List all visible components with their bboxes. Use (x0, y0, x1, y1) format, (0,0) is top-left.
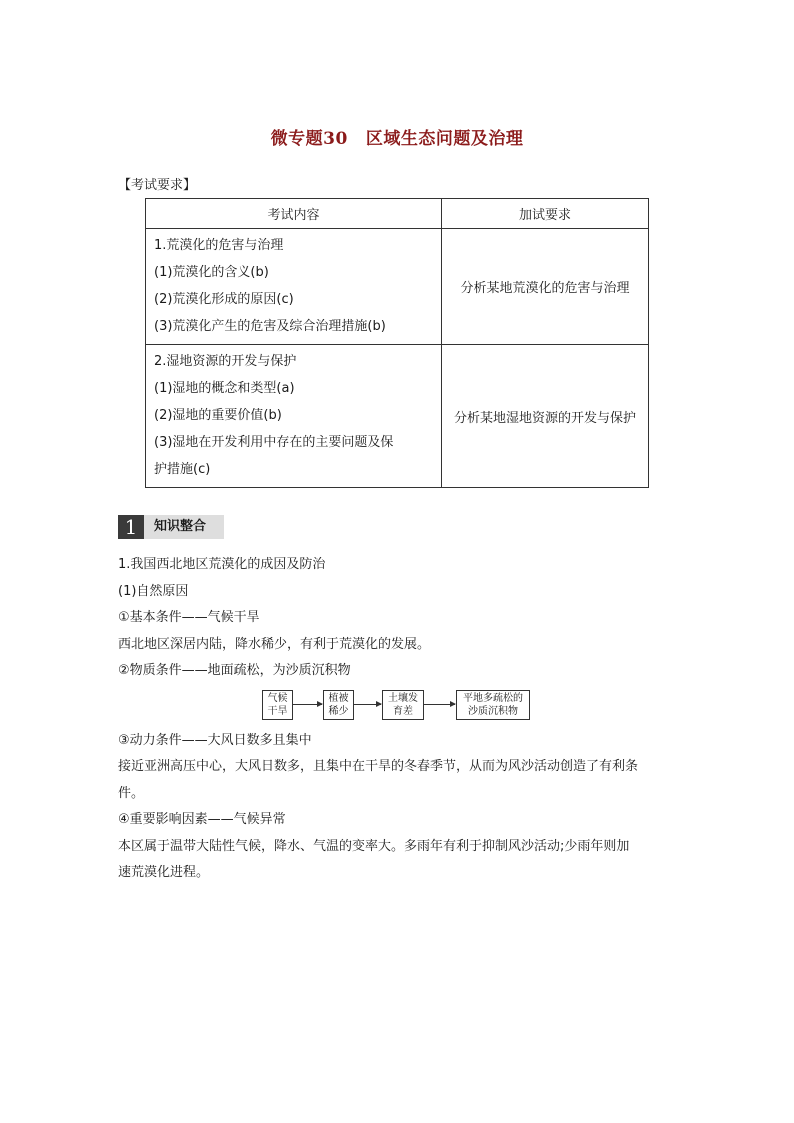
flow-box (382, 690, 424, 720)
table-row (146, 229, 649, 345)
point-title: ④重要影响因素——气候异常 (118, 812, 286, 827)
content-line: (3)荒漠化产生的危害及综合治理措施(b) (154, 319, 386, 334)
content-body (118, 552, 688, 887)
table-row (146, 345, 649, 488)
flow-box-line: 沙质沉积物 (468, 705, 518, 717)
table-cell-requirement: 分析某地湿地资源的开发与保护 (442, 345, 649, 488)
table-header-content: 考试内容 (146, 199, 442, 229)
paragraph: 速荒漠化进程。 (118, 865, 210, 880)
section-title: 知识整合 (144, 515, 224, 539)
table-header-extra: 加试要求 (442, 199, 649, 229)
section-number: 1 (118, 515, 144, 539)
content-line: 2.湿地资源的开发与保护 (154, 354, 297, 369)
paragraph: 件。 (118, 785, 145, 801)
flow-box-line: 平地多疏松的 (463, 692, 523, 704)
content-line: (1)湿地的概念和类型(a) (154, 381, 295, 396)
flow-box-line: 土壤发 (388, 692, 418, 704)
arrow-right-icon (292, 704, 322, 705)
flow-box (262, 690, 293, 720)
flow-diagram (118, 688, 688, 726)
content-line: 1.荒漠化的危害与治理 (154, 238, 284, 253)
requirements-table (145, 198, 649, 488)
page-title (0, 124, 794, 149)
exam-requirement-label: 【考试要求】 (118, 178, 197, 193)
content-line: (3)湿地在开发利用中存在的主要问题及保 (154, 435, 394, 450)
title-main: 区域生态问题及治理 (365, 129, 524, 149)
content-line: (1)荒漠化的含义(b) (154, 265, 269, 280)
flow-box (323, 690, 354, 720)
arrow-right-icon (423, 704, 455, 705)
table-cell-content (146, 229, 442, 345)
flow-box-line: 育差 (393, 705, 413, 717)
point-title: ①基本条件——气候干旱 (118, 610, 260, 625)
arrow-right-icon (353, 704, 381, 705)
paragraph: 接近亚洲高压中心，大风日数多，且集中在干旱的冬春季节，从而为风沙活动创造了有利条 (118, 759, 639, 774)
flow-box-line: 干旱 (267, 705, 288, 717)
table-header-row (146, 199, 649, 229)
flow-box (456, 690, 530, 720)
content-line: (2)荒漠化形成的原因(c) (154, 292, 294, 307)
table-cell-requirement: 分析某地荒漠化的危害与治理 (442, 229, 649, 345)
point-title: ③动力条件——大风日数多且集中 (118, 732, 312, 748)
content-line: (2)湿地的重要价值(b) (154, 408, 282, 423)
paragraph: 西北地区深居内陆，降水稀少，有利于荒漠化的发展。 (118, 636, 431, 652)
flow-box-line: 植被 (328, 692, 349, 704)
sub-heading: (1)自然原因 (118, 583, 189, 599)
table-cell-content (146, 345, 442, 488)
paragraph: 本区属于温带大陆性气候，降水、气温的变率大。多雨年有利于抑制风沙活动;少雨年则加 (118, 838, 630, 854)
section-header (118, 515, 224, 539)
flow-box-line: 稀少 (328, 705, 349, 717)
content-heading: 1.我国西北地区荒漠化的成因及防治 (118, 557, 326, 572)
point-title: ②物质条件——地面疏松，为沙质沉积物 (118, 663, 351, 678)
content-line: 护措施(c) (154, 462, 211, 477)
title-prefix: 微专题30 (270, 129, 348, 149)
flow-box-line: 气候 (267, 692, 288, 704)
